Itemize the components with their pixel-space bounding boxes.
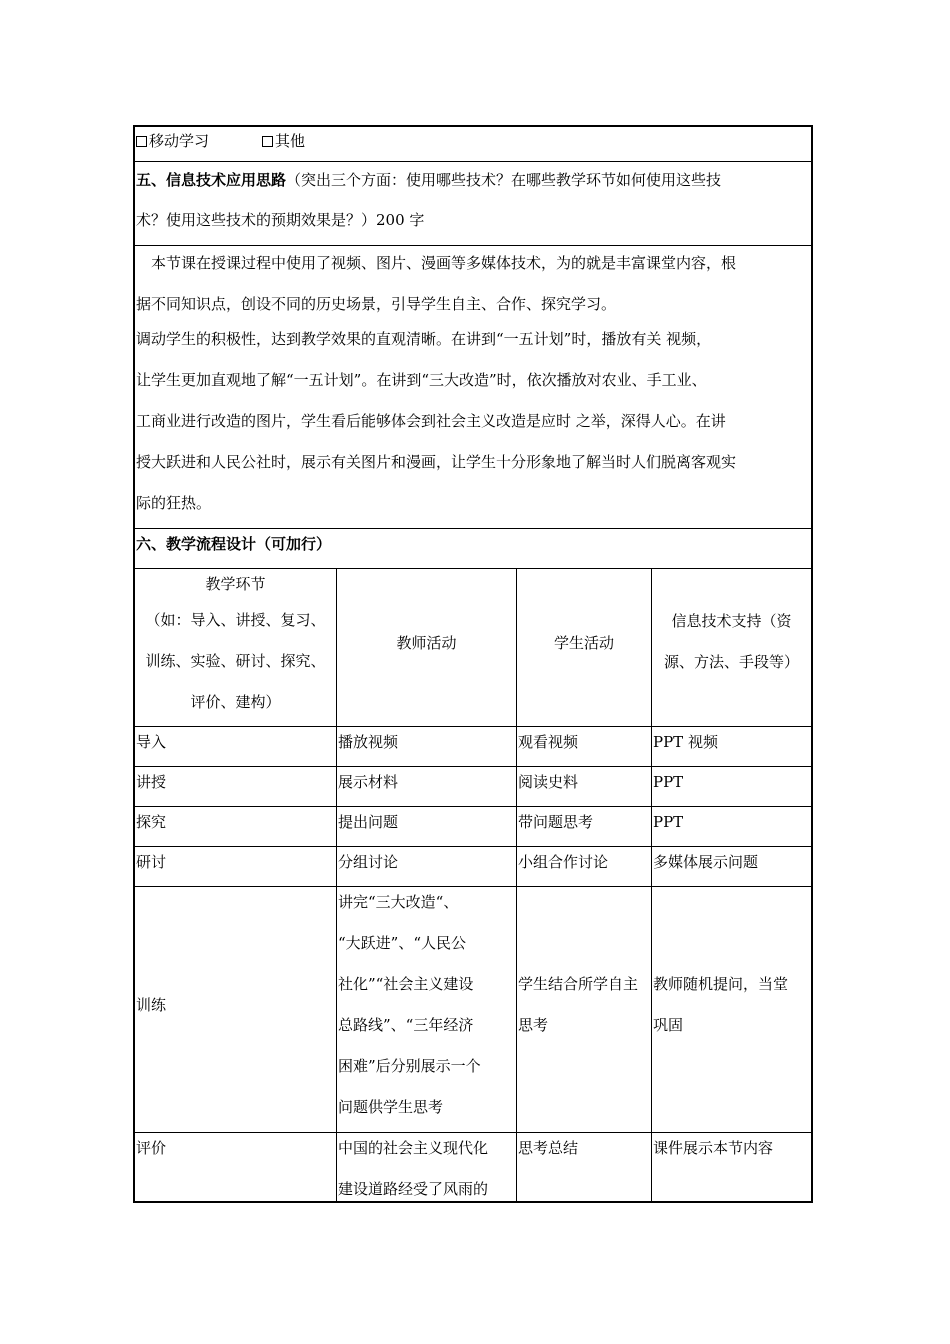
section-five-hint: （突出三个方面：使用哪些技术？在哪些教学环节如何使用这些技	[286, 171, 722, 189]
checkbox-label: 其他	[275, 132, 306, 150]
body-line: 授大跃进和人民公社时，展示有关图片和漫画，让学生十分形象地了解当时人们脱离客观实	[136, 453, 737, 471]
table-cell-stage: 探究	[136, 813, 167, 831]
row-divider	[133, 1132, 813, 1133]
row-divider	[133, 161, 813, 162]
body-line: 调动学生的积极性，达到教学效果的直观清晰。在讲到“一五计划”时，播放有关 视频，	[136, 330, 712, 348]
table-cell-student: 观看视频	[518, 733, 579, 751]
table-cell-tech: PPT	[653, 773, 684, 791]
row-divider	[133, 726, 813, 727]
table-cell-student-line: 学生结合所学自主	[518, 975, 639, 993]
body-line: 本节课在授课过程中使用了视频、图片、漫画等多媒体技术，为的就是丰富课堂内容，根	[151, 254, 737, 272]
body-line: 让学生更加直观地了解“一五计划”。在讲到“三大改造”时，依次播放对农业、手工业、	[136, 371, 707, 389]
header-tech-support-line: 源、方法、手段等）	[663, 653, 799, 671]
table-cell-teacher-line: “大跃进”、“人民公	[338, 934, 467, 952]
table-cell-teacher: 分组讨论	[338, 853, 399, 871]
row-divider	[133, 245, 813, 246]
table-cell-teacher-line: 中国的社会主义现代化	[338, 1139, 489, 1157]
row-divider	[133, 846, 813, 847]
table-cell-student: 小组合作讨论	[518, 853, 609, 871]
table-cell-stage: 研讨	[136, 853, 167, 871]
section-six-heading: 六、教学流程设计（可加行）	[136, 535, 332, 553]
column-divider	[336, 568, 337, 1203]
table-cell-tech: PPT	[653, 813, 684, 831]
table-cell-teacher-line: 问题供学生思考	[338, 1098, 444, 1116]
table-cell-student: 带问题思考	[518, 813, 594, 831]
table-cell-teacher-line: 总路线”、“三年经济	[338, 1016, 474, 1034]
table-cell-teacher: 展示材料	[338, 773, 399, 791]
header-stage-line: 评价、建构）	[190, 693, 281, 711]
checkbox-icon	[136, 136, 147, 147]
table-cell-tech: 课件展示本节内容	[653, 1139, 774, 1157]
header-stage-line: 训练、实验、研讨、探究、	[145, 652, 326, 670]
table-cell-stage: 评价	[136, 1139, 167, 1157]
section-five-heading: 五、信息技术应用思路	[136, 171, 287, 189]
header-tech-support-line: 信息技术支持（资	[671, 612, 792, 630]
body-line: 工商业进行改造的图片，学生看后能够体会到社会主义改造是应时 之举，深得人心。在讲	[136, 412, 726, 430]
checkbox-other[interactable]	[262, 131, 305, 151]
header-student-activity: 学生活动	[553, 634, 614, 652]
table-cell-stage: 讲授	[136, 773, 167, 791]
table-cell-tech: 多媒体展示问题	[653, 853, 759, 871]
table-cell-tech-line: 巩固	[653, 1016, 684, 1034]
row-divider	[133, 568, 813, 569]
table-cell-stage: 训练	[136, 996, 167, 1014]
body-line: 际的狂热。	[136, 494, 212, 512]
row-divider	[133, 806, 813, 807]
table-cell-tech-line: 教师随机提问，当堂	[653, 975, 789, 993]
table-cell-student: 思考总结	[518, 1139, 579, 1157]
table-cell-teacher: 播放视频	[338, 733, 399, 751]
table-cell-student: 阅读史料	[518, 773, 579, 791]
row-divider	[133, 528, 813, 529]
table-cell-student-line: 思考	[518, 1016, 549, 1034]
checkbox-label: 移动学习	[149, 132, 210, 150]
row-divider	[133, 886, 813, 887]
column-divider	[516, 568, 517, 1203]
body-line: 据不同知识点，创设不同的历史场景，引导学生自主、合作、探究学习。	[136, 295, 617, 313]
table-cell-teacher-line: 困难”后分别展示一个	[338, 1057, 481, 1075]
section-five-heading-line	[136, 170, 721, 190]
table-cell-teacher-line: 讲完“三大改造“、	[338, 893, 459, 911]
table-cell-teacher-line: 建设道路经受了风雨的	[338, 1180, 489, 1198]
table-cell-stage: 导入	[136, 733, 167, 751]
row-divider	[133, 766, 813, 767]
table-cell-teacher-line: 社化”“社会主义建设	[338, 975, 474, 993]
table-cell-tech: PPT 视频	[653, 733, 718, 751]
header-teacher-activity: 教师活动	[396, 634, 457, 652]
header-stage-line: （如：导入、讲授、复习、	[145, 611, 326, 629]
checkbox-mobile-learning[interactable]	[136, 131, 209, 151]
checkbox-icon	[262, 136, 273, 147]
header-stage-line: 教学环节	[205, 575, 266, 593]
table-cell-teacher: 提出问题	[338, 813, 399, 831]
section-five-hint-line2: 术？使用这些技术的预期效果是？）200 字	[136, 211, 425, 229]
